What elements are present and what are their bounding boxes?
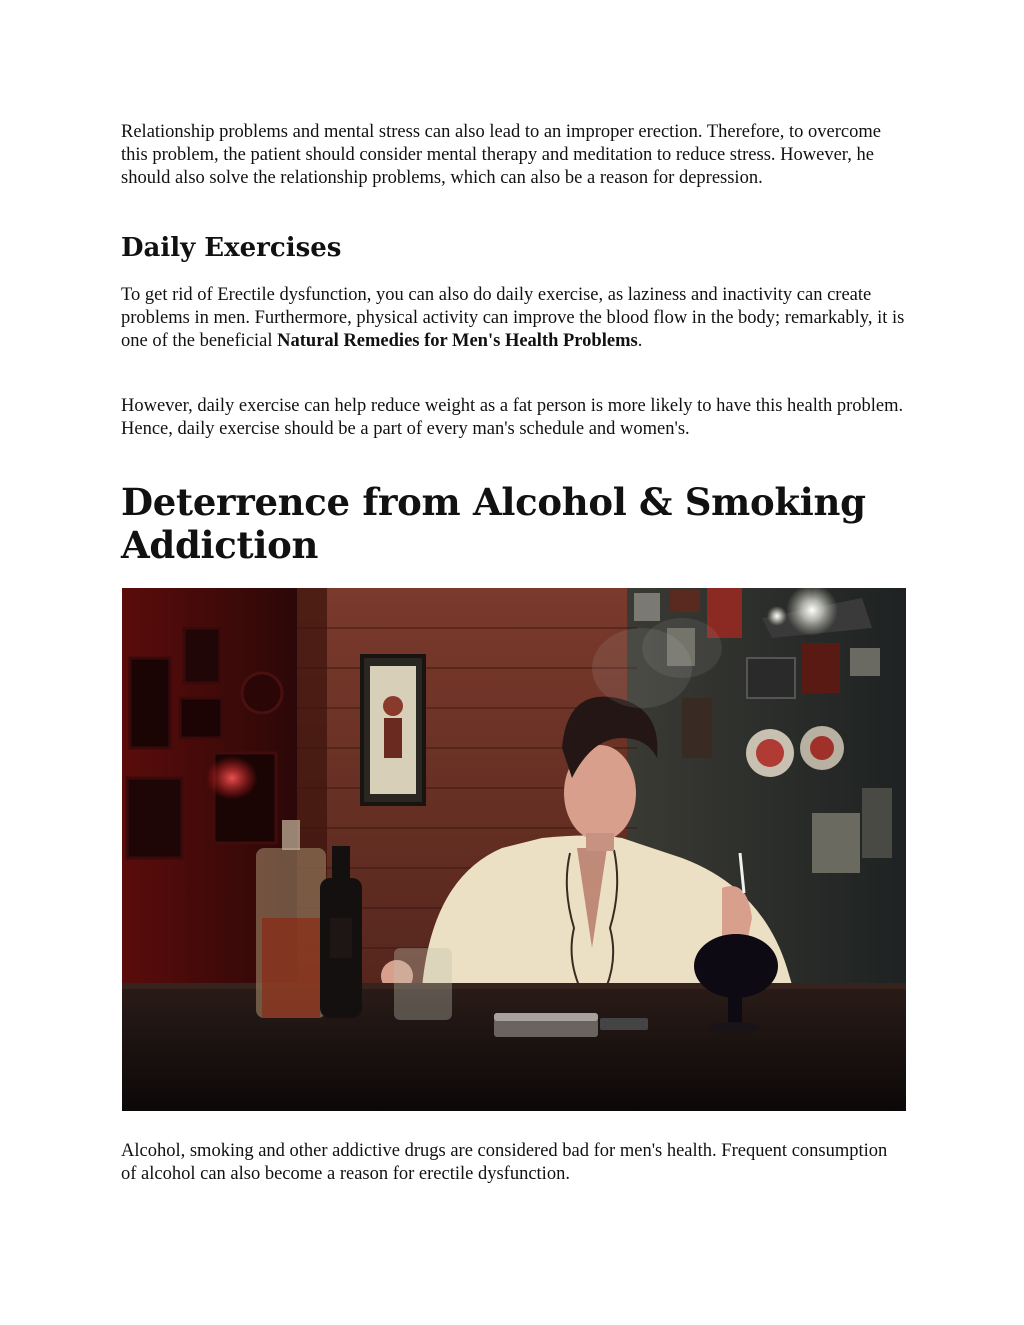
bar-photo-illustration	[122, 588, 906, 1111]
natural-remedies-link[interactable]: Natural Remedies for Men's Health Problems	[277, 331, 638, 351]
paragraph-relationship: Relationship problems and mental stress can also lead to an improper erection. Therefore, to overcome this problem, the patient should consider mental therapy and meditation to reduce stress. However, he should also solve the relationship problems, which can also be a reason for depression.	[121, 122, 881, 188]
heading-daily-exercises: Daily Exercises	[121, 233, 342, 263]
paragraph-exercise-1	[121, 284, 906, 353]
paragraph-exercise-1-end: .	[637, 331, 643, 351]
paragraph-alcohol: Alcohol, smoking and other addictive drugs are considered bad for men's health. Frequent consumption of alcohol can also become a reason for erectile dysfunction.	[121, 1141, 888, 1184]
paragraph-exercise-1-text: To get rid of Erectile dysfunction, you can also do daily exercise, as laziness and inactivity can create problems in men. Furthermore, physical activity can improve the blood flow in the body; remarkably, it is one of the beneficial	[121, 285, 905, 351]
bar-photo	[122, 588, 906, 1111]
paragraph-exercise-2: However, daily exercise can help reduce weight as a fat person is more likely to have this health problem. Hence, daily exercise should be a part of every man's schedule and women's.	[121, 396, 904, 439]
heading-alcohol-smoking: Deterrence from Alcohol & Smoking Addiction	[121, 480, 866, 567]
